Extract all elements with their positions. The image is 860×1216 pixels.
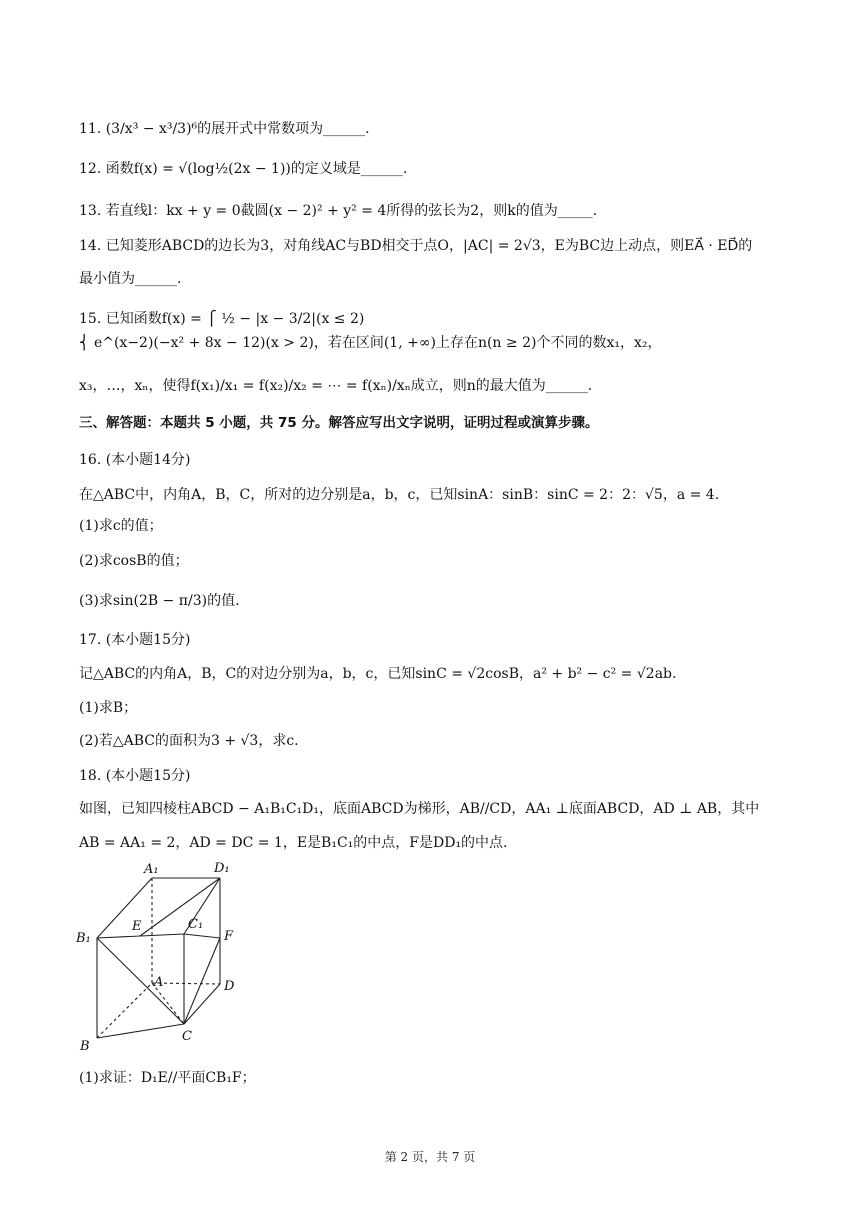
- question-17-part1: (1)求B；: [79, 700, 138, 716]
- question-15-case1: 15. 已知函数f(x) = ⎧ ½ − |x − 3/2|(x ≤ 2): [79, 311, 365, 327]
- label-C: C: [182, 1029, 192, 1044]
- question-14-line2: 最小值为______.: [79, 271, 182, 287]
- question-18-part1: (1)求证：D₁E//平面CB₁F；: [79, 1070, 256, 1086]
- question-11: 11. (3/x³ − x³/3)⁶的展开式中常数项为______.: [79, 121, 370, 137]
- page-footer: 第 2 页，共 7 页: [384, 1150, 476, 1164]
- question-17-part2: (2)若△ABC的面积为3 + √3，求c.: [79, 733, 299, 749]
- section-three-heading: 三、解答题：本题共 5 小题，共 75 分。解答应写出文字说明，证明过程或演算步骤。: [79, 415, 599, 431]
- question-16-part3: (3)求sin(2B − π/3)的值.: [79, 593, 240, 609]
- label-C1: C₁: [188, 917, 204, 932]
- prism-figure: [72, 858, 242, 1058]
- label-B: B: [80, 1039, 90, 1054]
- question-15-line2: x₃，…，xₙ，使得f(x₁)/x₁ = f(x₂)/x₂ = ⋯ = f(xₙ)/xₙ成立，则n的最大值为______.: [79, 378, 593, 394]
- question-18-body-line1: 如图，已知四棱柱ABCD − A₁B₁C₁D₁，底面ABCD为梯形，AB//CD，AA₁ ⊥底面ABCD，AD ⊥ AB，其中: [79, 801, 760, 817]
- label-D1: D₁: [214, 861, 230, 876]
- question-13: 13. 若直线l：kx + y = 0截圆(x − 2)² + y² = 4所得的弦长为2，则k的值为_____.: [79, 203, 598, 219]
- question-17-title: 17. (本小题15分): [79, 632, 191, 648]
- label-E: E: [132, 919, 142, 934]
- question-16-part2: (2)求cosB的值；: [79, 553, 189, 569]
- question-16-part1: (1)求c的值；: [79, 518, 163, 534]
- question-14-line1: 14. 已知菱形ABCD的边长为3，对角线AC与BD相交于点O，|AC| = 2√3，E为BC边上动点，则EA⃗ · ED⃗的: [79, 238, 753, 254]
- label-A: A: [154, 975, 164, 990]
- question-17-body: 记△ABC的内角A，B，C的对边分别为a，b，c，已知sinC = √2cosB，a² + b² − c² = √2ab.: [79, 666, 677, 682]
- question-12: 12. 函数f(x) = √(log½(2x − 1))的定义域是______.: [79, 161, 408, 177]
- label-A1: A₁: [144, 862, 159, 877]
- label-D: D: [224, 979, 235, 994]
- label-B1: B₁: [76, 931, 91, 946]
- question-18-body-line2: AB = AA₁ = 2，AD = DC = 1，E是B₁C₁的中点，F是DD₁的中点.: [79, 835, 508, 851]
- question-16-body: 在△ABC中，内角A，B，C，所对的边分别是a，b，c，已知sinA：sinB：sinC = 2：2：√5，a = 4.: [79, 487, 720, 503]
- question-18-title: 18. (本小题15分): [79, 768, 191, 784]
- question-16-title: 16. (本小题14分): [79, 452, 191, 468]
- question-15-case2: ⎨ e^(x−2)(−x² + 8x − 12)(x > 2)，若在区间(1, +∞)上存在n(n ≥ 2)个不同的数x₁，x₂，: [79, 335, 662, 351]
- label-F: F: [224, 929, 234, 944]
